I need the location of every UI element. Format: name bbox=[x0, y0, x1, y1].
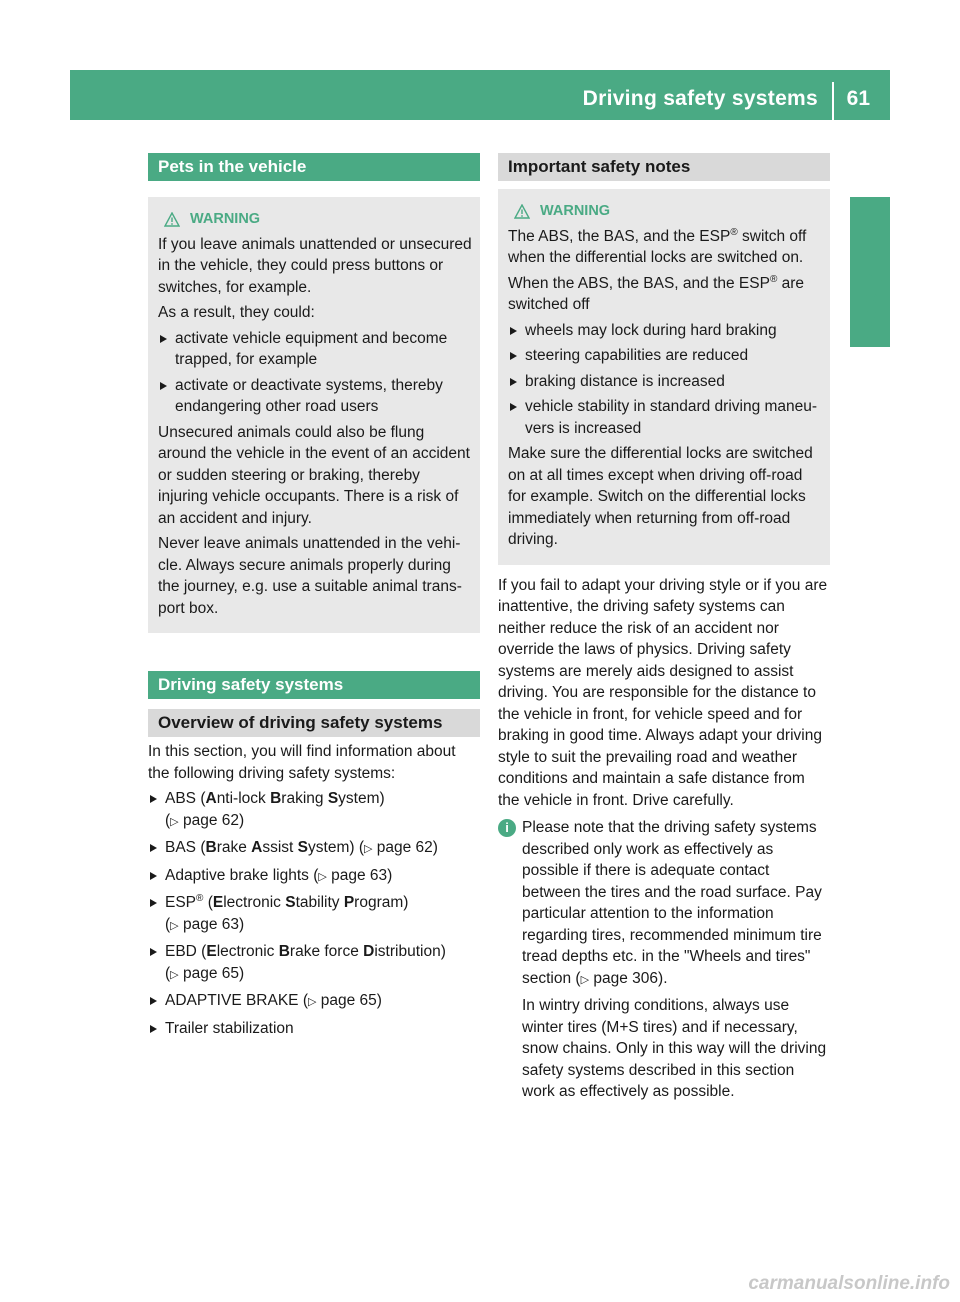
page-ref-icon: ▷ bbox=[363, 843, 373, 855]
list-item: braking distance is increased bbox=[508, 371, 822, 393]
notes-heading: Important safety notes bbox=[498, 153, 830, 181]
info-text: Please note that the driving safety systems described only work as effectively as possible if there is adequate contact between the tires and the road surface. Pay particular attention to the information regarding tires, recommended minimum tire tread depths etc. in the "Wheels and tires" section (▷ page 306). bbox=[522, 819, 822, 987]
watermark: carmanualsonline.info bbox=[748, 1272, 950, 1294]
list-item: activate or deactivate systems, thereby endangering other road users bbox=[158, 375, 472, 418]
list-item: BAS (Brake Assist System) (▷ page 62) bbox=[148, 837, 480, 861]
body-paragraph: If you fail to adapt your driving style or if you are inattentive, the driving safety systems can neither reduce the risk of an accident nor override the laws of physics. Driving safety systems are merely aids designed to assist driving. You are responsible for the distance to the vehicle in front, for vehicle speed and for braking in good time. Always adapt your driving style to suit the prevailing road and weather conditions and maintain a safe distance from the vehicle in front. Drive carefully. bbox=[498, 576, 828, 809]
section-label: Safety bbox=[857, 272, 883, 340]
warning-text: When the ABS, the BAS, and the ESP® are switched off bbox=[508, 273, 805, 313]
warning-list bbox=[158, 328, 472, 418]
warning-text: As a result, they could: bbox=[158, 304, 315, 321]
warning-text: Unsecured animals could also be flung around the vehicle in the event of an accident or sudden steering or braking, thereby injuring vehicle occupants. There is a risk of an accident and injury. bbox=[158, 423, 470, 527]
page-reference[interactable]: page 63 bbox=[182, 915, 239, 933]
warning-list bbox=[508, 320, 822, 440]
list-item: Adaptive brake lights (▷ page 63) bbox=[148, 865, 480, 889]
list-item: vehicle stability in standard driving maneuvers is increased bbox=[508, 396, 822, 439]
list-item: Trailer stabilization bbox=[148, 1018, 480, 1040]
page-ref-icon: ▷ bbox=[307, 996, 317, 1008]
warning-text: The ABS, the BAS, and the ESP® switch off when the differential locks are switched on. bbox=[508, 226, 807, 266]
overview-intro: In this section, you will find information about the following driving safety systems: bbox=[148, 743, 456, 782]
list-item: ESP® (Electronic Stability Program) (▷ page 63) bbox=[148, 892, 480, 937]
info-content bbox=[522, 817, 830, 1107]
page-ref-icon: ▷ bbox=[580, 973, 590, 986]
page-reference[interactable]: page 63 bbox=[331, 866, 388, 884]
page-reference[interactable]: page 306 bbox=[593, 969, 659, 987]
list-item: EBD (Electronic Brake force Distribution) (▷ page 65) bbox=[148, 941, 480, 986]
list-item: steering capabilities are reduced bbox=[508, 345, 822, 367]
list-item: ADAPTIVE BRAKE (▷ page 65) bbox=[148, 990, 480, 1014]
page-ref-icon: ▷ bbox=[318, 870, 327, 883]
page-reference[interactable]: page 62 bbox=[376, 839, 433, 856]
overview-heading: Overview of driving safety systems bbox=[148, 709, 480, 737]
page-ref-icon: ▷ bbox=[170, 968, 179, 981]
info-text: In wintry driving conditions, always use winter tires (M+S tires) and if necessary, snow chains. Only in this way will the driving safety systems described in this section work as effectively as possible. bbox=[522, 997, 827, 1100]
left-column bbox=[148, 153, 480, 1043]
warning-text: Never leave animals unattended in the vehicle. Always secure animals properly during the journey, e.g. use a suitable animal transport box. bbox=[158, 535, 462, 617]
page-header bbox=[70, 70, 890, 120]
warning-header bbox=[508, 201, 822, 223]
pets-warning-box bbox=[148, 197, 480, 633]
warning-triangle-icon bbox=[164, 212, 180, 227]
list-item: wheels may lock during hard braking bbox=[508, 320, 822, 342]
pets-heading: Pets in the vehicle bbox=[148, 153, 480, 181]
right-column bbox=[498, 153, 830, 1107]
page-ref-icon: ▷ bbox=[170, 815, 179, 828]
page-reference[interactable]: page 65 bbox=[182, 964, 239, 982]
list-item: activate vehicle equipment and become trapped, for example bbox=[158, 328, 472, 371]
info-note bbox=[498, 817, 830, 1107]
warning-text: Make sure the differential locks are switched on at all times except when driving off-road for example. Switch on the differential locks immediately when returning from off-road driving. bbox=[508, 445, 813, 548]
page-number: 61 bbox=[846, 87, 870, 110]
safety-warning-box bbox=[498, 189, 830, 565]
header-title: Driving safety systems bbox=[582, 87, 818, 110]
dss-heading: Driving safety systems bbox=[148, 671, 480, 699]
warning-header bbox=[158, 209, 472, 231]
header-divider bbox=[832, 82, 834, 120]
list-item: ABS (Anti-lock Braking System) (▷ page 62) bbox=[148, 788, 480, 833]
page-ref-icon: ▷ bbox=[170, 919, 179, 932]
warning-triangle-icon bbox=[514, 204, 530, 219]
warning-label: WARNING bbox=[540, 203, 611, 219]
warning-label: WARNING bbox=[190, 211, 261, 227]
warning-text: If you leave animals unattended or unsecured in the vehicle, they could press buttons or switches, for example. bbox=[158, 235, 472, 296]
info-icon: i bbox=[498, 819, 516, 837]
systems-list bbox=[148, 788, 480, 1039]
page-reference[interactable]: page 65 bbox=[320, 992, 377, 1009]
page-reference[interactable]: page 62 bbox=[182, 811, 239, 829]
